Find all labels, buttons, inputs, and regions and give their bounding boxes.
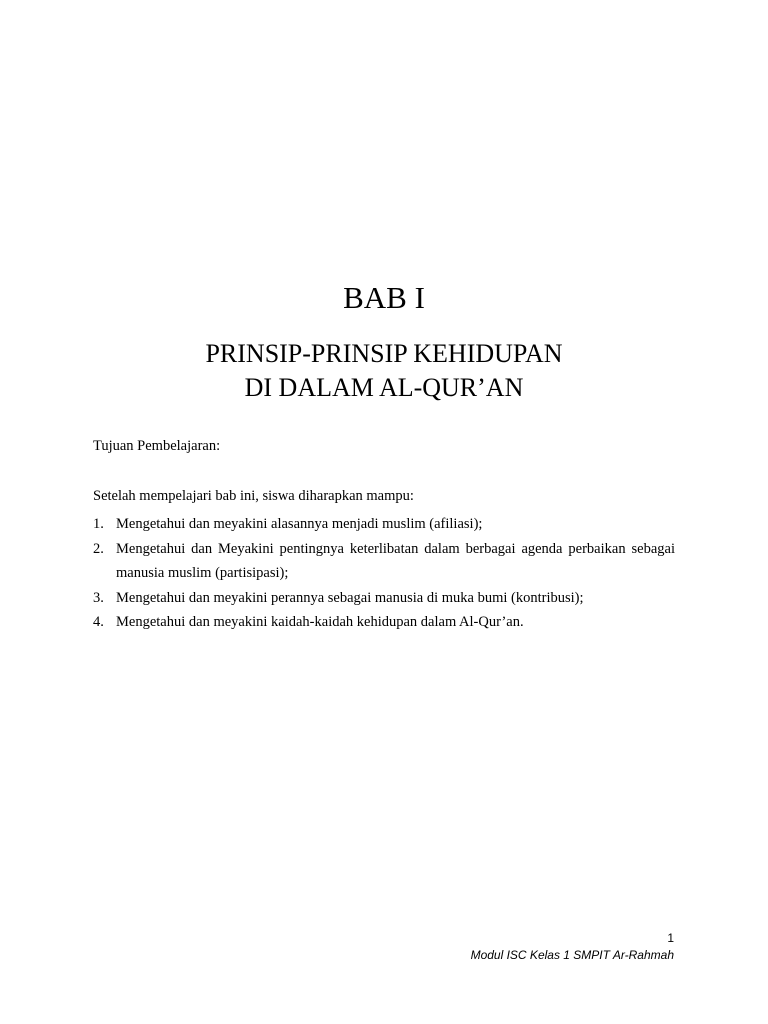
list-item-number: 4. xyxy=(93,614,104,630)
list-item xyxy=(93,610,675,635)
footer-module-name: Modul ISC Kelas 1 SMPIT Ar-Rahmah xyxy=(470,948,674,962)
list-item-text: Mengetahui dan meyakini alasannya menjadi muslim (afiliasi); xyxy=(116,516,483,532)
chapter-label: BAB I xyxy=(343,280,425,315)
page-number: 1 xyxy=(667,931,674,945)
objectives-list xyxy=(93,512,675,635)
list-item-text: Mengetahui dan meyakini perannya sebagai manusia di muka bumi (kontribusi); xyxy=(116,589,584,606)
chapter-title xyxy=(0,337,768,405)
list-item-number: 2. xyxy=(93,540,104,557)
list-item xyxy=(93,586,675,611)
list-item xyxy=(93,537,675,586)
list-item-number: 1. xyxy=(93,516,104,532)
objectives-intro: Setelah mempelajari bab ini, siswa diharapkan mampu: xyxy=(93,488,414,504)
learning-objectives-heading: Tujuan Pembelajaran: xyxy=(93,438,221,454)
list-item-text: Mengetahui dan meyakini kaidah-kaidah kehidupan dalam Al-Qur’an. xyxy=(116,614,524,630)
list-item-text: Mengetahui dan Meyakini pentingnya keterlibatan dalam berbagai agenda perbaikan sebagai manusia muslim (partisipasi); xyxy=(116,540,675,581)
list-item xyxy=(93,512,675,537)
list-item-number: 3. xyxy=(93,589,104,606)
chapter-title-line-2: DI DALAM AL-QUR’AN xyxy=(244,373,524,402)
chapter-title-line-1: PRINSIP-PRINSIP KEHIDUPAN xyxy=(205,339,563,368)
